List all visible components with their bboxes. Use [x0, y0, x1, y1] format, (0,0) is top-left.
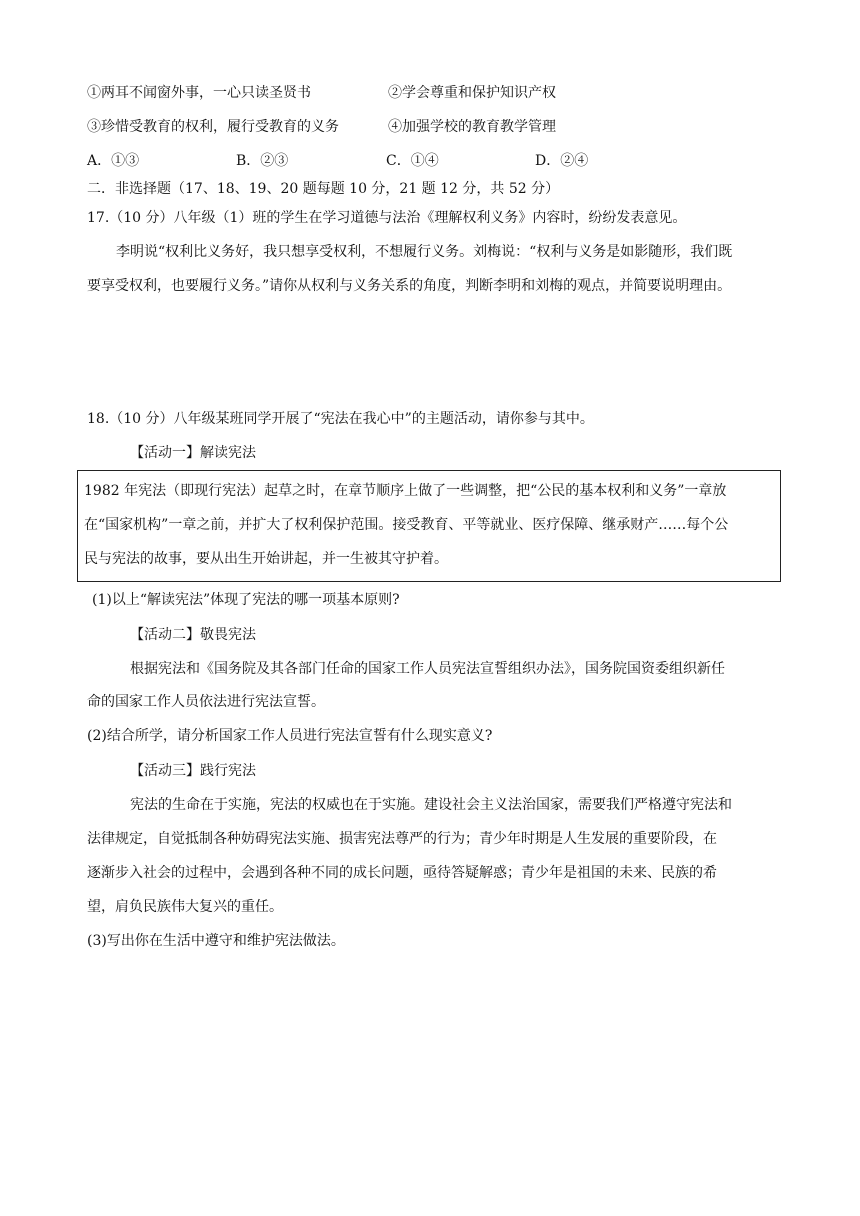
q16-answer-d: D．②④: [535, 153, 589, 169]
activity-2-title: 【活动二】敬畏宪法: [130, 627, 256, 643]
q18-sub-question-3: (3)写出你在生活中遵守和维护宪法做法。: [87, 933, 345, 949]
excerpt-line-1: 1982 年宪法（即现行宪法）起草之时，在章节顺序上做了一些调整，把“公民的基本权利和义务”一章放: [84, 483, 727, 499]
excerpt-line-2: 在“国家机构”一章之前，并扩大了权利保护范围。接受教育、平等就业、医疗保障、继承财产……每个公: [84, 517, 729, 533]
q17-paragraph-line-1: 李明说“权利比义务好，我只想享受权利，不想履行义务。刘梅说：“权利与义务是如影随形，我们既: [116, 244, 733, 260]
activity-2-line-1: 根据宪法和《国务院及其各部门任命的国家工作人员宪法宣誓组织办法》，国务院国资委组织新任: [130, 661, 725, 677]
q18-sub-question-1: (1)以上“解读宪法”体现了宪法的哪一项基本原则?: [92, 592, 400, 608]
q16-answer-a: A．①③: [87, 153, 140, 169]
activity-2-line-2: 命的国家工作人员依法进行宪法宣誓。: [87, 694, 325, 710]
section-heading: 二．非选择题（17、18、19、20 题每题 10 分，21 题 12 分，共 52 分）: [87, 181, 560, 197]
q16-option-2: ②学会尊重和保护知识产权: [388, 85, 556, 101]
excerpt-line-3: 民与宪法的故事，要从出生开始讲起，并一生被其守护着。: [84, 551, 448, 567]
q16-answer-b: B．②③: [236, 153, 289, 169]
q16-answer-c: C．①④: [386, 153, 439, 169]
activity-3-line-4: 望，肩负民族伟大复兴的重任。: [87, 899, 283, 915]
activity-3-line-1: 宪法的生命在于实施，宪法的权威也在于实施。建设社会主义法治国家，需要我们严格遵守宪法和: [130, 797, 732, 813]
q17-stem: 17.（10 分）八年级（1）班的学生在学习道德与法治《理解权利义务》内容时，纷纷发表意见。: [87, 210, 687, 226]
q16-option-3: ③珍惜受教育的权利，履行受教育的义务: [87, 119, 339, 135]
activity-3-title: 【活动三】践行宪法: [130, 763, 256, 779]
activity-3-line-2: 法律规定，自觉抵制各种妨碍宪法实施、损害宪法尊严的行为；青少年时期是人生发展的重要阶段，在: [87, 831, 717, 847]
constitution-excerpt-box: [77, 470, 781, 582]
q16-option-1: ①两耳不闻窗外事，一心只读圣贤书: [87, 85, 311, 101]
q18-stem: 18.（10 分）八年级某班同学开展了“宪法在我心中”的主题活动，请你参与其中。: [87, 411, 594, 427]
q18-sub-question-2: (2)结合所学，请分析国家工作人员进行宪法宣誓有什么现实意义?: [87, 728, 493, 744]
q16-option-4: ④加强学校的教育教学管理: [388, 119, 556, 135]
q17-paragraph-line-2: 要享受权利，也要履行义务。”请你从权利与义务关系的角度，判断李明和刘梅的观点，并简要说明理由。: [87, 278, 732, 294]
activity-1-title: 【活动一】解读宪法: [130, 445, 256, 461]
activity-3-line-3: 逐渐步入社会的过程中，会遇到各种不同的成长问题，亟待答疑解惑；青少年是祖国的未来、民族的希: [87, 865, 717, 881]
